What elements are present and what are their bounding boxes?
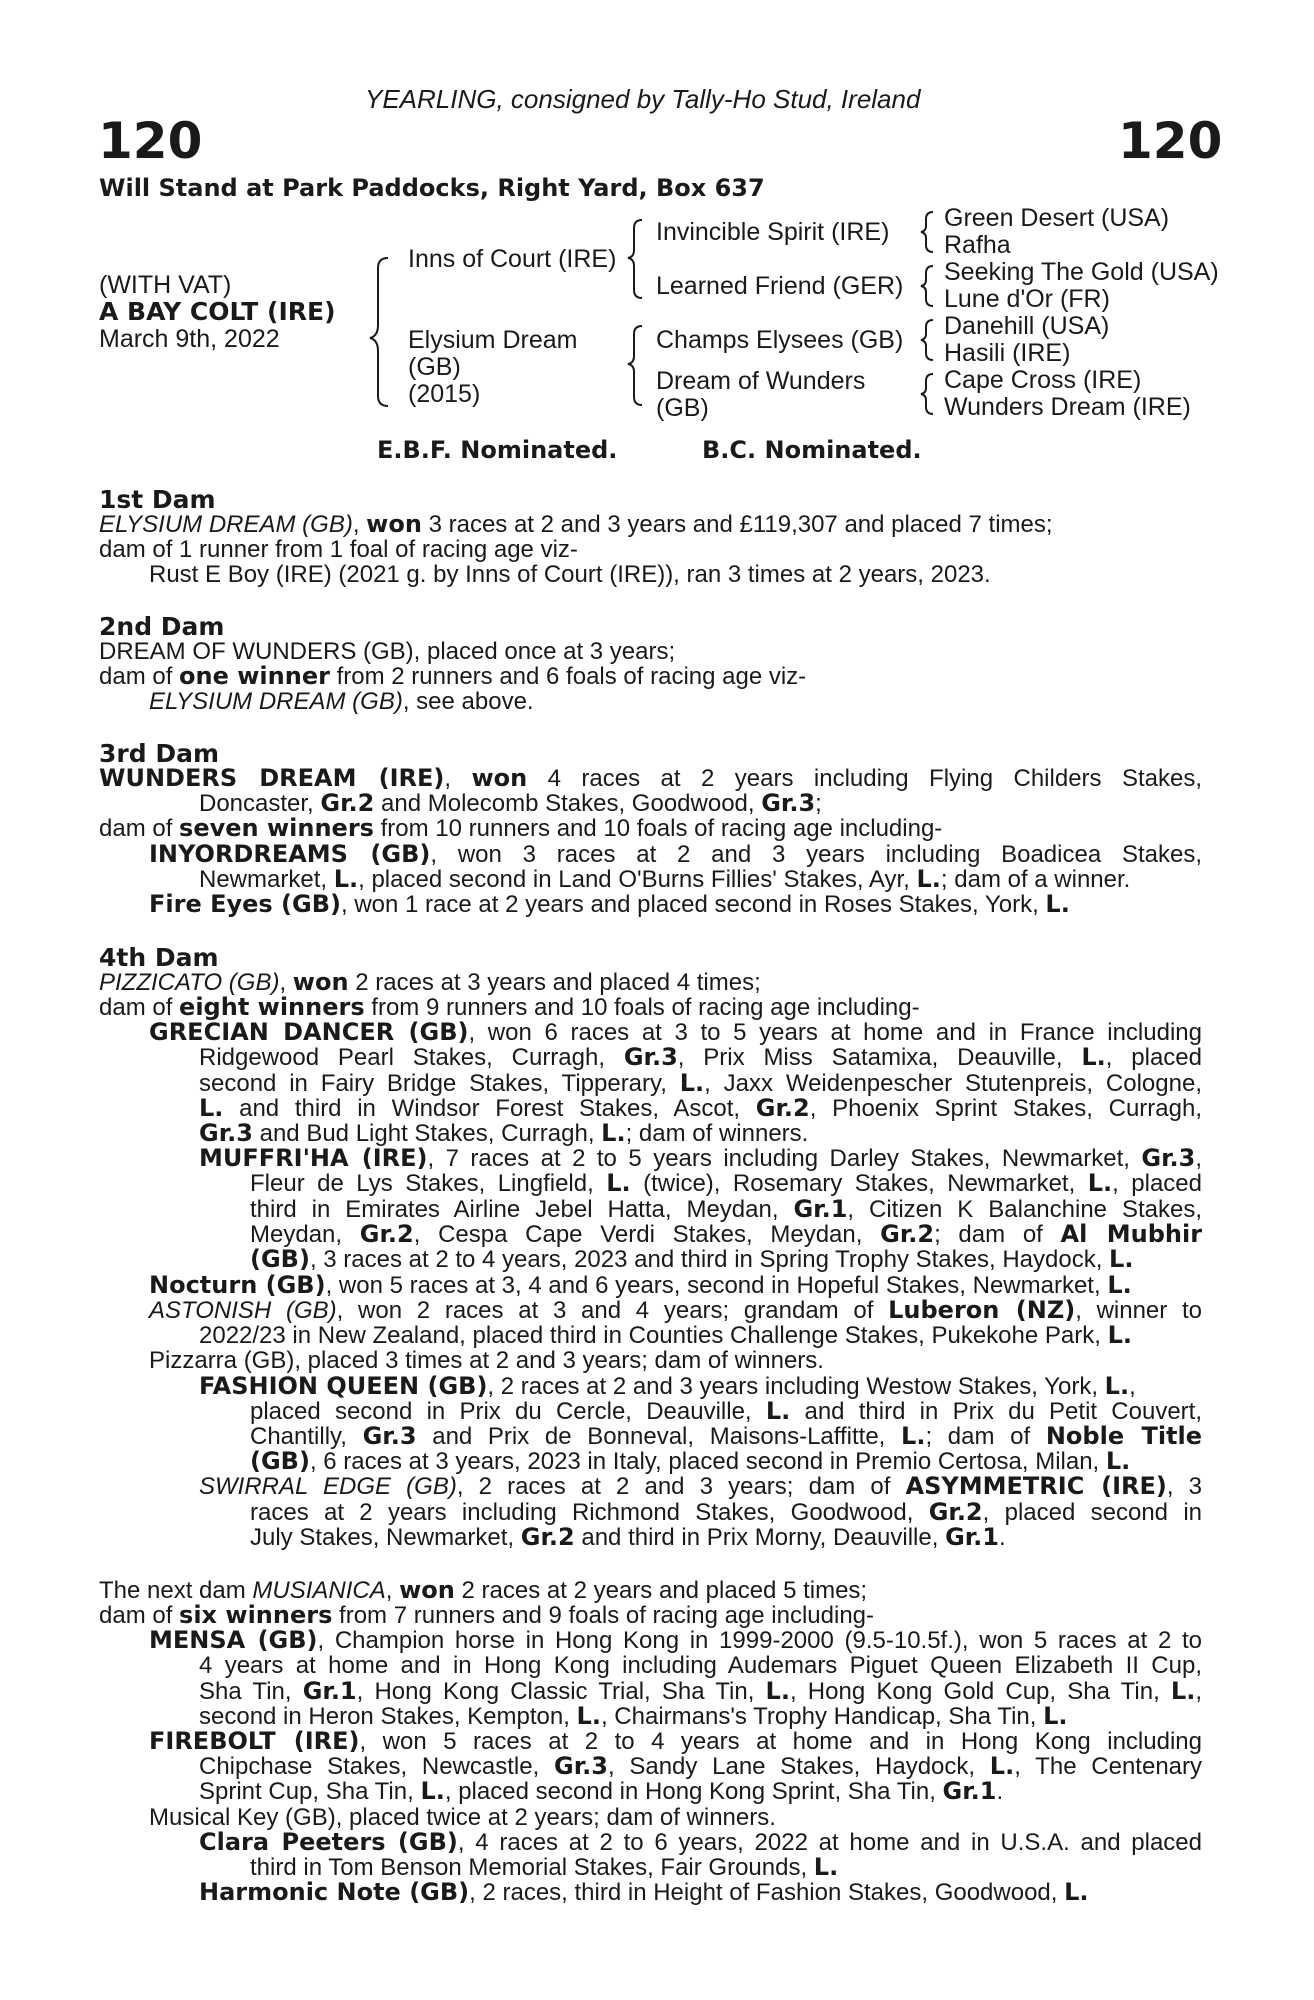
record-line <box>99 766 1202 791</box>
section-3rd-dam: 3rd Dam <box>99 739 219 768</box>
record-line <box>149 1020 1202 1045</box>
section-1st-dam: 1st Dam <box>99 485 216 514</box>
bold-text: L. <box>199 1094 224 1122</box>
bold-text: Gr.3 <box>199 1119 253 1147</box>
bold-text: Nocturn (GB) <box>149 1271 326 1299</box>
text-run: second in Fairy Bridge Stakes, Tipperary, <box>199 1070 680 1097</box>
text-run: Rust E Boy (IRE) (2021 g. by Inns of Court (IRE)), ran 3 times at 2 years, 2023. <box>149 561 991 588</box>
text-run: second in Heron Stakes, Kempton, <box>199 1703 577 1730</box>
bold-text: Gr.2 <box>880 1220 935 1248</box>
bold-text: Gr.2 <box>520 1523 575 1551</box>
text-run: , placed second in Hong Kong Sprint, Sha Tin, <box>444 1778 943 1805</box>
text-run: , placed <box>1112 1170 1203 1197</box>
text-run: , <box>352 511 367 538</box>
record-line <box>199 1071 1202 1096</box>
bold-text: L. <box>916 865 941 893</box>
record-line <box>99 664 806 689</box>
text-run: Fleur de Lys Stakes, Lingfield, <box>250 1170 607 1197</box>
record-line <box>250 1171 1202 1196</box>
bold-text: L. <box>606 1169 631 1197</box>
bold-text: Gr.3 <box>761 789 816 817</box>
text-run: , won 5 races at 2 to 4 years at home and in Hong Kong including <box>359 1728 1202 1755</box>
record-line <box>149 1348 824 1373</box>
pedigree-dam-dam: Dream of Wunders <box>656 367 866 395</box>
text-run: The next dam <box>99 1577 253 1604</box>
text-run: , <box>385 1577 400 1604</box>
bold-text: Clara Peeters (GB) <box>199 1828 458 1856</box>
bold-text: Noble Title <box>1045 1422 1203 1450</box>
record-line <box>250 1525 1006 1550</box>
pedigree-dss: Danehill (USA) <box>944 312 1110 340</box>
record-line <box>250 1399 1202 1424</box>
pedigree-dsd: Hasili (IRE) <box>944 339 1071 367</box>
record-line <box>250 1197 1202 1222</box>
record-line <box>149 689 534 714</box>
text-run: Doncaster, <box>199 790 321 817</box>
text-run: , placed <box>1105 1044 1203 1071</box>
text-run: , 2 races at 2 and 3 years including Westow Stakes, York, <box>487 1373 1105 1400</box>
text-run: 2022/23 in New Zealand, placed third in Counties Challenge Stakes, Pukekohe Park, <box>199 1322 1108 1349</box>
text-run: dam of 1 runner from 1 foal of racing age viz- <box>99 536 578 563</box>
record-line <box>99 512 1053 537</box>
text-run: , won 5 races at 3, 4 and 6 years, second in Hopeful Stakes, Newmarket, <box>325 1272 1108 1299</box>
text-run: , won 2 races at 3 and 4 years; grandam of <box>336 1297 889 1324</box>
bold-text: L. <box>1109 1245 1134 1273</box>
bold-text: Gr.3 <box>623 1043 678 1071</box>
text-run: , see above. <box>402 688 534 715</box>
horse-name: A BAY COLT (IRE) <box>99 297 336 326</box>
text-run: , won 1 race at 2 years and placed second in Roses Stakes, York, <box>340 891 1046 918</box>
text-run: , 6 races at 3 years, 2023 in Italy, placed second in Premio Certosa, Milan, <box>309 1448 1106 1475</box>
record-line <box>99 537 578 562</box>
text-run: , The Centenary <box>1014 1753 1202 1780</box>
record-line <box>199 1679 1202 1704</box>
text-run: , Phoenix Sprint Stakes, Curragh, <box>809 1095 1202 1122</box>
pedigree-ssd: Rafha <box>944 231 1011 259</box>
text-run: and Bud Light Stakes, Curragh, <box>252 1120 602 1147</box>
record-line <box>199 1045 1202 1070</box>
bold-text: L. <box>1107 1321 1132 1349</box>
bold-text: L. <box>1087 1169 1113 1197</box>
text-run: from 7 runners and 9 foals of racing age including- <box>332 1602 875 1629</box>
text-run: 4 years at home and in Hong Kong including Audemars Piguet Queen Elizabeth II Cup, <box>199 1652 1202 1679</box>
catalogue-title: YEARLING, consigned by Tally-Ho Stud, Ireland <box>365 84 921 114</box>
bold-text: L. <box>1170 1677 1196 1705</box>
text-run: , winner to <box>1075 1297 1203 1324</box>
pedigree-dam-origin: (GB) <box>408 353 461 381</box>
text-run: Sha Tin, <box>199 1678 303 1705</box>
record-line <box>199 1880 1089 1905</box>
record-line <box>250 1855 838 1880</box>
text-run: ; dam of a winner. <box>940 866 1131 893</box>
bold-text: INYORDREAMS (GB) <box>149 840 431 868</box>
text-run: dam of <box>99 1602 180 1629</box>
record-line <box>149 1273 1132 1298</box>
bold-text: one winner <box>179 662 330 690</box>
italic-text: PIZZICATO (GB) <box>99 969 280 996</box>
bold-text: GRECIAN DANCER (GB) <box>149 1018 469 1046</box>
text-run: , placed second in Land O'Burns Fillies' Stakes, Ayr, <box>358 866 917 893</box>
bold-text: won <box>399 1576 455 1604</box>
pedigree-dam-sire: Champs Elysees (GB) <box>656 326 904 354</box>
bold-text: won <box>471 764 528 792</box>
bold-text: L. <box>420 1777 445 1805</box>
bold-text: L. <box>901 1422 926 1450</box>
bold-text: won <box>292 968 349 996</box>
ebf-nomination: E.B.F. Nominated. <box>377 436 618 464</box>
bold-text: Gr.1 <box>942 1777 997 1805</box>
pedigree-dam: Elysium Dream <box>408 326 578 354</box>
bold-text: Harmonic Note (GB) <box>199 1878 470 1906</box>
record-line <box>199 1754 1202 1779</box>
text-run: , Sandy Lane Stakes, Haydock, <box>607 1753 990 1780</box>
record-line <box>149 1628 1202 1653</box>
text-run: ; dam of <box>934 1221 1061 1248</box>
text-run: and Molecomb Stakes, Goodwood, <box>374 790 762 817</box>
text-run: , won 3 races at 2 and 3 years including Boadicea Stakes, <box>430 841 1203 868</box>
record-line <box>250 1449 1130 1474</box>
text-run: from 10 runners and 10 foals of racing age including- <box>373 815 943 842</box>
section-4th-dam: 4th Dam <box>99 943 219 972</box>
text-run: . <box>996 1778 1004 1805</box>
text-run: and third in Prix du Petit Couvert, <box>790 1398 1203 1425</box>
text-run: dam of <box>99 815 180 842</box>
record-line <box>250 1500 1202 1525</box>
text-run: from 2 runners and 6 foals of racing age viz- <box>329 663 807 690</box>
bold-text: (GB) <box>250 1245 310 1273</box>
record-line <box>199 1653 1202 1678</box>
bold-text: L. <box>1064 1878 1089 1906</box>
pedigree-dam-year: (2015) <box>408 380 481 408</box>
text-run: 4 races at 2 years including Flying Childers Stakes, <box>527 765 1202 792</box>
record-line <box>199 1323 1132 1348</box>
bold-text: L. <box>1081 1043 1106 1071</box>
bold-text: Gr.3 <box>554 1752 608 1780</box>
text-run: , Jaxx Weidenpescher Stutenpreis, Cologne, <box>704 1070 1202 1097</box>
bold-text: Gr.1 <box>945 1523 999 1551</box>
text-run: , 7 races at 2 to 5 years including Darley Stakes, Newmarket, <box>427 1145 1142 1172</box>
section-2nd-dam: 2nd Dam <box>99 612 225 641</box>
record-line <box>199 1474 1202 1499</box>
record-line <box>199 1146 1202 1171</box>
record-line <box>250 1222 1202 1247</box>
text-run: 2 races at 3 years and placed 4 times; <box>348 969 761 996</box>
bold-text: WUNDERS DREAM (IRE) <box>99 764 445 792</box>
bold-text: six winners <box>179 1601 333 1629</box>
text-run: Musical Key (GB), placed twice at 2 years; dam of winners. <box>149 1804 776 1831</box>
text-run: and third in Prix Morny, Deauville, <box>574 1524 946 1551</box>
pedigree-ddd: Wunders Dream (IRE) <box>944 393 1191 421</box>
pedigree-sire-sire: Invincible Spirit (IRE) <box>656 218 890 246</box>
bold-text: Gr.3 <box>1141 1144 1196 1172</box>
text-run: third in Emirates Airline Jebel Hatta, Meydan, <box>250 1196 794 1223</box>
text-run: dam of <box>99 994 180 1021</box>
text-run: 2 races at 2 years and placed 5 times; <box>454 1577 868 1604</box>
text-run: third in Tom Benson Memorial Stakes, Fair Grounds, <box>250 1854 814 1881</box>
lot-number-left: 120 <box>98 112 203 170</box>
italic-text: ASTONISH (GB) <box>149 1297 337 1324</box>
bold-text: L. <box>1107 1271 1132 1299</box>
bold-text: L. <box>1043 1702 1068 1730</box>
bold-text: Fire Eyes (GB) <box>149 890 341 918</box>
horse-dob: March 9th, 2022 <box>99 325 280 353</box>
text-run: 3 races at 2 and 3 years and £119,307 and placed 7 times; <box>421 511 1053 538</box>
text-run: ; dam of <box>925 1423 1046 1450</box>
italic-text: MUSIANICA <box>252 1577 386 1604</box>
text-run: DREAM OF WUNDERS (GB), placed once at 3 years; <box>99 638 676 665</box>
pedigree-sire-dam: Learned Friend (GER) <box>656 272 904 300</box>
pedigree-dam-dam-origin: (GB) <box>656 394 709 422</box>
bold-text: won <box>366 510 422 538</box>
record-line <box>99 816 942 841</box>
text-run: , Chairmans's Trophy Handicap, Sha Tin, <box>600 1703 1044 1730</box>
text-run: , Citizen K Balanchine Stakes, <box>847 1196 1202 1223</box>
bold-text: ASYMMETRIC (IRE) <box>905 1472 1167 1500</box>
text-run: , 2 races at 2 and 3 years; dam of <box>456 1473 906 1500</box>
text-run: , Cespa Cape Verdi Stakes, Meydan, <box>413 1221 881 1248</box>
text-run: races at 2 years including Richmond Stakes, Goodwood, <box>250 1499 929 1526</box>
record-line <box>149 892 1070 917</box>
record-line <box>199 1704 1068 1729</box>
text-run: placed second in Prix du Cercle, Deauville, <box>250 1398 766 1425</box>
text-run: , Hong Kong Classic Trial, Sha Tin, <box>356 1678 766 1705</box>
bold-text: L. <box>813 1853 839 1881</box>
record-line <box>199 867 1130 892</box>
text-run: Chantilly, <box>250 1423 363 1450</box>
pedigree-sds: Seeking The Gold (USA) <box>944 258 1219 286</box>
record-line <box>99 639 675 664</box>
text-run: Ridgewood Pearl Stakes, Curragh, <box>199 1044 624 1071</box>
vat-note: (WITH VAT) <box>99 271 232 299</box>
text-run: Meydan, <box>250 1221 360 1248</box>
bold-text: Gr.1 <box>302 1677 357 1705</box>
record-line <box>149 1729 1202 1754</box>
record-line <box>149 562 991 587</box>
text-run: (twice), Rosemary Stakes, Newmarket, <box>630 1170 1088 1197</box>
record-line <box>199 1779 1003 1804</box>
bold-text: L. <box>576 1702 601 1730</box>
text-run: , Champion horse in Hong Kong in 1999-2000 (9.5-10.5f.), won 5 races at 2 to <box>317 1627 1202 1654</box>
pedigree-sss: Green Desert (USA) <box>944 204 1170 232</box>
bold-text: FASHION QUEEN (GB) <box>199 1372 488 1400</box>
text-run: ; <box>815 790 822 817</box>
text-run: dam of <box>99 663 180 690</box>
text-run: , <box>1129 1373 1136 1400</box>
bold-text: eight winners <box>179 993 365 1021</box>
bold-text: L. <box>765 1677 790 1705</box>
bc-nomination: B.C. Nominated. <box>702 436 922 464</box>
bold-text: MUFFRI'HA (IRE) <box>199 1144 428 1172</box>
text-run: , <box>279 969 293 996</box>
bold-text: L. <box>1105 1447 1131 1475</box>
italic-text: ELYSIUM DREAM (GB) <box>149 688 403 715</box>
bold-text: Al Mubhir <box>1060 1220 1203 1248</box>
text-run: , <box>1195 1678 1202 1705</box>
bold-text: L. <box>1104 1372 1130 1400</box>
bold-text: L. <box>765 1397 791 1425</box>
bold-text: L. <box>989 1752 1015 1780</box>
bold-text: Gr.2 <box>928 1498 983 1526</box>
bold-text: Gr.2 <box>755 1094 810 1122</box>
bold-text: L. <box>601 1119 626 1147</box>
text-run: , 3 races at 2 to 4 years, 2023 and third in Spring Trophy Stakes, Haydock, <box>309 1246 1110 1273</box>
record-line <box>199 1830 1202 1855</box>
record-line <box>99 970 761 995</box>
text-run: Newmarket, <box>199 866 334 893</box>
text-run: , Hong Kong Gold Cup, Sha Tin, <box>789 1678 1171 1705</box>
bold-text: Gr.1 <box>793 1195 848 1223</box>
text-run: , 3 <box>1166 1473 1202 1500</box>
text-run: Chipchase Stakes, Newcastle, <box>199 1753 555 1780</box>
bold-text: Gr.3 <box>362 1422 417 1450</box>
pedigree-sire: Inns of Court (IRE) <box>408 245 617 273</box>
bold-text: L. <box>679 1069 705 1097</box>
record-line <box>199 1374 1136 1399</box>
text-run: , <box>1195 1145 1202 1172</box>
text-run: , won 6 races at 3 to 5 years at home and in France including <box>468 1019 1202 1046</box>
text-run: ; dam of winners. <box>625 1120 809 1147</box>
text-run: , Prix Miss Satamixa, Deauville, <box>677 1044 1082 1071</box>
text-run: . <box>999 1524 1006 1551</box>
record-line <box>149 1298 1202 1323</box>
text-run: from 9 runners and 10 foals of racing age including- <box>364 994 920 1021</box>
stable-location: Will Stand at Park Paddocks, Right Yard, Box 637 <box>99 174 765 202</box>
record-line <box>149 842 1202 867</box>
bold-text: MENSA (GB) <box>149 1626 318 1654</box>
text-run: , 4 races at 2 to 6 years, 2022 at home and in U.S.A. and placed <box>457 1829 1202 1856</box>
lot-number-right: 120 <box>1118 112 1223 170</box>
record-line <box>199 1121 808 1146</box>
pedigree-dds: Cape Cross (IRE) <box>944 366 1142 394</box>
bold-text: FIREBOLT (IRE) <box>149 1727 360 1755</box>
text-run: , <box>444 765 472 792</box>
italic-text: ELYSIUM DREAM (GB) <box>99 511 353 538</box>
record-line <box>99 1578 867 1603</box>
bold-text: L. <box>1045 890 1070 918</box>
text-run: , 2 races, third in Height of Fashion Stakes, Goodwood, <box>469 1879 1065 1906</box>
record-line <box>99 1603 874 1628</box>
text-run: , placed second in <box>982 1499 1202 1526</box>
bold-text: Gr.2 <box>359 1220 414 1248</box>
record-line <box>250 1247 1133 1272</box>
bold-text: Luberon (NZ) <box>888 1296 1076 1324</box>
text-run: and Prix de Bonneval, Maisons-Laffitte, <box>416 1423 902 1450</box>
text-run: Pizzarra (GB), placed 3 times at 2 and 3 years; dam of winners. <box>149 1347 824 1374</box>
bold-text: Gr.2 <box>320 789 375 817</box>
text-run: July Stakes, Newmarket, <box>250 1524 521 1551</box>
text-run: Sprint Cup, Sha Tin, <box>199 1778 421 1805</box>
record-line <box>149 1805 776 1830</box>
record-line <box>99 995 920 1020</box>
bold-text: L. <box>333 865 359 893</box>
record-line <box>199 791 822 816</box>
pedigree-sdd: Lune d'Or (FR) <box>944 285 1110 313</box>
record-line <box>199 1096 1202 1121</box>
italic-text: SWIRRAL EDGE (GB) <box>199 1473 457 1500</box>
record-line <box>250 1424 1202 1449</box>
bold-text: seven winners <box>179 814 374 842</box>
bold-text: (GB) <box>250 1447 310 1475</box>
text-run: and third in Windsor Forest Stakes, Ascot, <box>223 1095 756 1122</box>
